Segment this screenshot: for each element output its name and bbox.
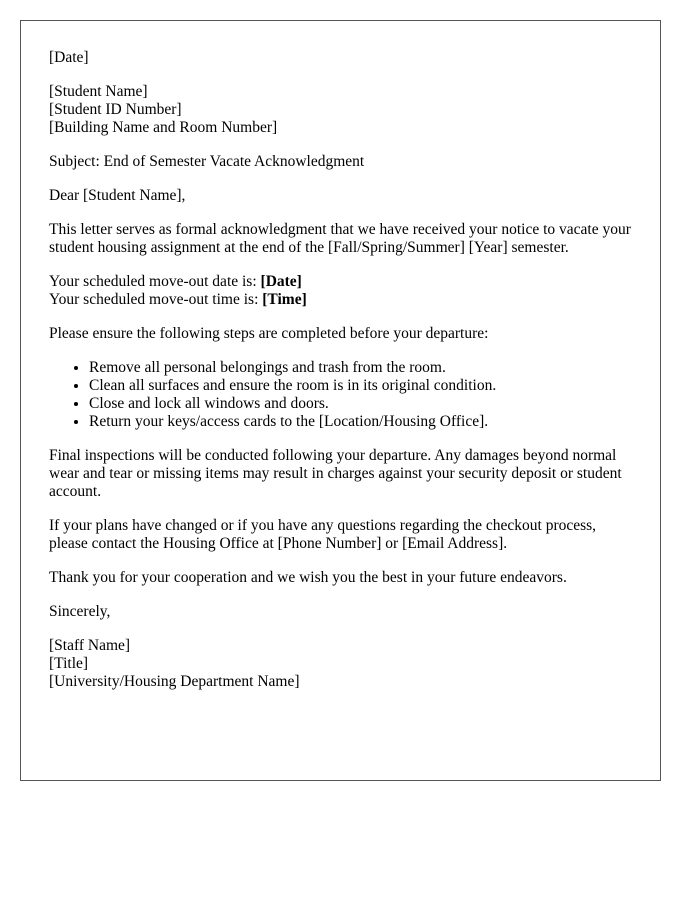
signature-block — [49, 637, 632, 691]
intro-paragraph: This letter serves as formal acknowledgment that we have received your notice to vacate your student housing assignment at the end of the [Fall/Spring/Summer] [Year] semester. — [49, 221, 631, 256]
recipient-name: [Student Name] — [49, 83, 148, 100]
salutation: Dear [Student Name], — [49, 187, 186, 204]
list-item: • Close and lock all windows and doors. — [89, 395, 632, 413]
staff-name: [Staff Name] — [49, 637, 131, 654]
subject-line: Subject: End of Semester Vacate Acknowledgment — [49, 153, 365, 170]
move-out-time-value: [Time] — [262, 291, 307, 308]
move-out-details — [49, 273, 632, 309]
recipient-block — [49, 83, 632, 137]
letter-date: [Date] — [49, 49, 89, 66]
list-item: • Clean all surfaces and ensure the room is in its original condition. — [89, 377, 632, 395]
steps-intro: Please ensure the following steps are completed before your departure: — [49, 325, 489, 342]
contact-paragraph: If your plans have changed or if you have any questions regarding the checkout process, please contact the Housing Office at [Phone Number] or [Email Address]. — [49, 517, 597, 552]
recipient-room: [Building Name and Room Number] — [49, 119, 278, 136]
inspection-paragraph: Final inspections will be conducted following your departure. Any damages beyond normal wear and tear or missing items may result in charges against your security deposit or student account. — [49, 447, 622, 500]
list-item: • Return your keys/access cards to the [Location/Housing Office]. — [89, 413, 632, 431]
steps-list — [49, 359, 632, 431]
move-out-time-label: Your scheduled move-out time is: — [49, 291, 263, 308]
staff-title: [Title] — [49, 655, 89, 672]
recipient-id: [Student ID Number] — [49, 101, 182, 118]
move-out-date-label: Your scheduled move-out date is: — [49, 273, 261, 290]
list-item: • Remove all personal belongings and trash from the room. — [89, 359, 632, 377]
thanks-paragraph: Thank you for your cooperation and we wish you the best in your future endeavors. — [49, 569, 567, 586]
closing: Sincerely, — [49, 603, 111, 620]
department-name: [University/Housing Department Name] — [49, 673, 300, 690]
move-out-date-value: [Date] — [260, 273, 302, 290]
letter — [20, 20, 661, 781]
